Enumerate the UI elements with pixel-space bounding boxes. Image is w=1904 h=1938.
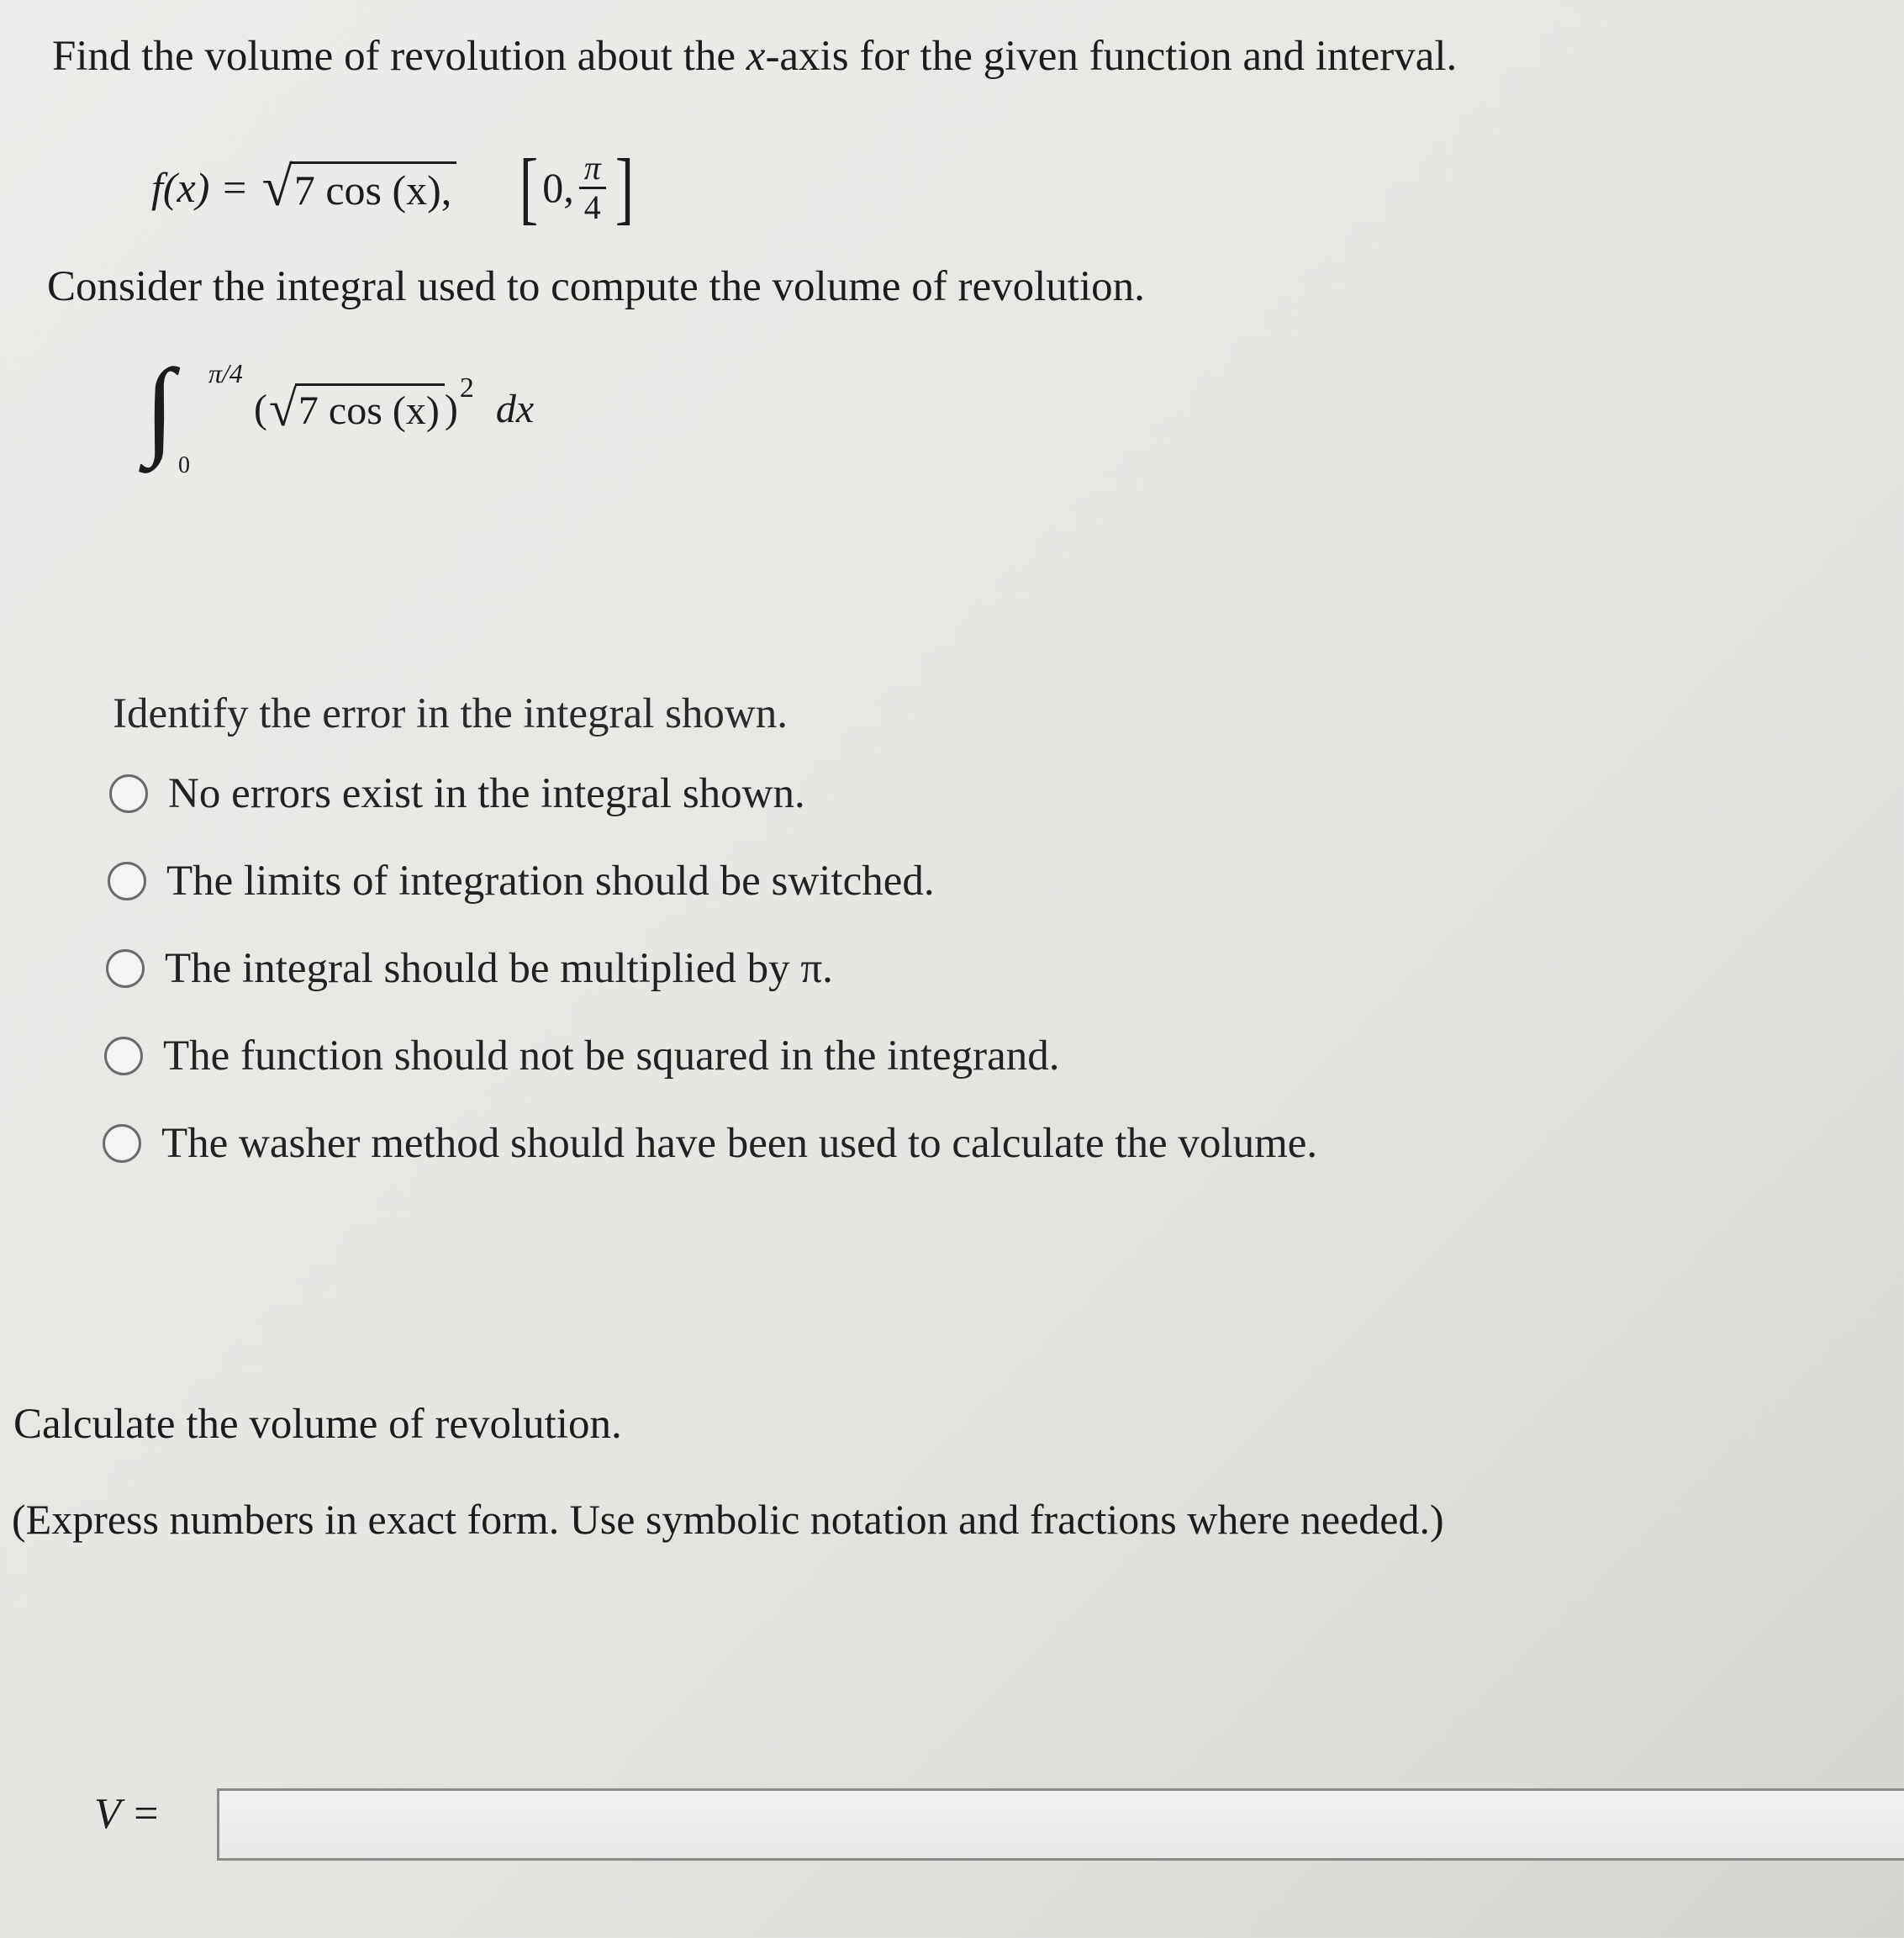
integrand-radicand: 7 cos (x): [295, 383, 445, 434]
integrand: [254, 372, 535, 436]
volume-answer-input[interactable]: [217, 1788, 1904, 1861]
left-bracket-icon: [: [520, 142, 539, 232]
function-definition: [151, 141, 638, 234]
open-paren: (: [254, 386, 267, 431]
integral-upper-limit: π/4: [208, 358, 243, 388]
function-lhs: f(x) =: [151, 164, 249, 211]
sqrt-icon: √: [268, 381, 297, 436]
sqrt-icon: √: [261, 156, 293, 218]
radio-button[interactable]: [104, 1037, 143, 1075]
right-bracket-icon: ]: [614, 142, 635, 232]
option-label: The limits of integration should be switched.: [166, 858, 935, 905]
option-label: The washer method should have been used to calculate the volume.: [161, 1120, 1318, 1167]
interval-fraction: [579, 150, 606, 226]
radio-button[interactable]: [108, 862, 146, 900]
option-no-errors[interactable]: [109, 772, 1317, 816]
function-interval: [515, 142, 637, 232]
prompt-variable: x: [746, 33, 766, 80]
option-limits-switched[interactable]: [108, 859, 1317, 903]
option-washer-method[interactable]: [103, 1122, 1317, 1165]
prompt-text-end: -axis for the given function and interval.: [765, 33, 1458, 80]
interval-denominator: 4: [583, 187, 601, 226]
question-prompt: Identify the error in the integral shown.: [113, 690, 788, 737]
option-label: No errors exist in the integral shown.: [168, 770, 805, 817]
radio-button[interactable]: [106, 949, 145, 988]
option-label: The integral should be multiplied by π.: [165, 945, 833, 992]
volume-label: V =: [94, 1790, 161, 1838]
integral-lower-limit: 0: [178, 452, 190, 478]
answer-options: [109, 772, 1317, 1209]
close-paren: ): [444, 386, 458, 431]
answer-instructions: (Express numbers in exact form. Use symbolic notation and fractions where needed.): [12, 1496, 1444, 1543]
function-radicand: 7 cos (x),: [291, 161, 456, 214]
integrand-exponent: 2: [459, 372, 474, 404]
calculate-prompt: Calculate the volume of revolution.: [13, 1401, 622, 1448]
prompt-text-start: Find the volume of revolution about the: [52, 33, 746, 80]
interval-numerator: π: [579, 150, 606, 189]
integral-intro: Consider the integral used to compute the volume of revolution.: [47, 263, 1145, 310]
problem-prompt: [52, 32, 1457, 81]
integral-sign: ∫: [145, 347, 175, 468]
radio-button[interactable]: [103, 1124, 141, 1163]
integral-expression: [145, 347, 582, 479]
option-not-squared[interactable]: [104, 1034, 1317, 1078]
option-multiply-by-pi[interactable]: [106, 947, 1317, 990]
option-label: The function should not be squared in the integrand.: [163, 1032, 1060, 1080]
radio-button[interactable]: [109, 774, 148, 813]
integral-differential: dx: [495, 386, 535, 431]
interval-left: 0,: [542, 164, 574, 211]
